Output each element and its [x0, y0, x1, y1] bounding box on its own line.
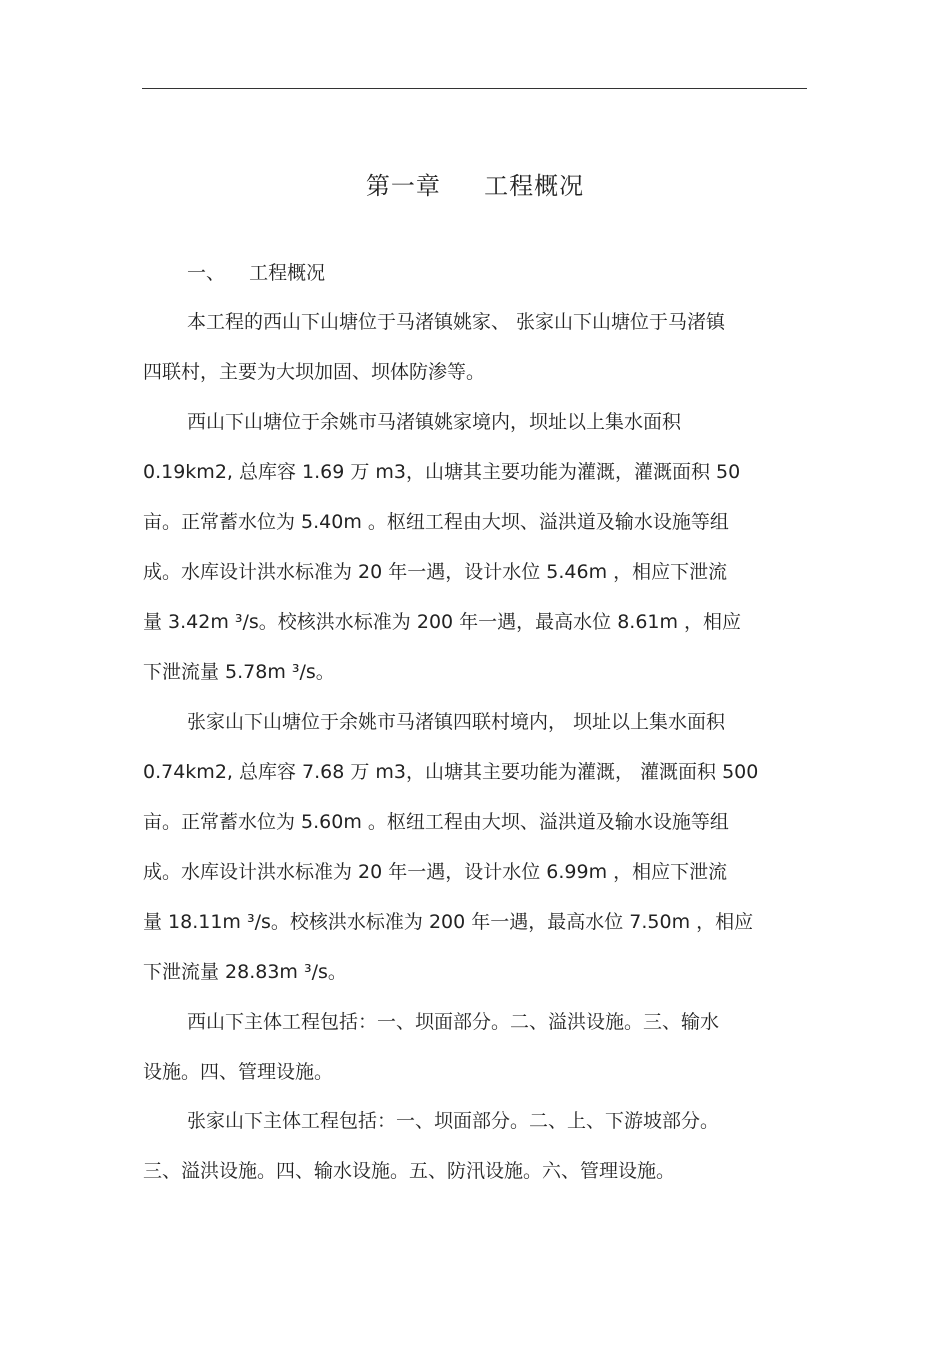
paragraph-line: 设施。四、管理设施。: [143, 1061, 334, 1083]
header-rule: [142, 88, 807, 89]
paragraph-line: 本工程的西山下山塘位于马渚镇姚家、 张家山下山塘位于马渚镇: [187, 311, 726, 333]
paragraph-line: 下泄流量 28.83m ³/s。: [143, 961, 347, 983]
paragraph-line: 西山下山塘位于余姚市马渚镇姚家境内，坝址以上集水面积: [187, 411, 682, 433]
paragraph-line: 0.74km2, 总库容 7.68 万 m3，山塘其主要功能为灌溉， 灌溉面积 500: [143, 761, 759, 783]
paragraph-line: 张家山下主体工程包括：一、坝面部分。二、上、下游坡部分。: [187, 1110, 720, 1132]
paragraph-line: 量 18.11m ³/s。校核洪水标准为 200 年一遇，最高水位 7.50m ，相应: [143, 911, 754, 933]
paragraph-line: 亩。正常蓄水位为 5.40m 。枢纽工程由大坝、溢洪道及输水设施等组: [143, 511, 729, 533]
paragraph-line: 下泄流量 5.78m ³/s。: [143, 661, 335, 683]
section-heading: 一、 工程概况: [187, 262, 326, 284]
paragraph-line: 成。水库设计洪水标准为 20 年一遇，设计水位 5.46m ，相应下泄流: [143, 561, 728, 583]
paragraph-line: 张家山下山塘位于余姚市马渚镇四联村境内， 坝址以上集水面积: [187, 711, 726, 733]
paragraph-line: 成。水库设计洪水标准为 20 年一遇，设计水位 6.99m ，相应下泄流: [143, 861, 728, 883]
paragraph-line: 四联村，主要为大坝加固、坝体防渗等。: [143, 361, 486, 383]
paragraph-line: 三、溢洪设施。四、输水设施。五、防汛设施。六、管理设施。: [143, 1160, 676, 1182]
paragraph-line: 量 3.42m ³/s。校核洪水标准为 200 年一遇，最高水位 8.61m ，相应: [143, 611, 742, 633]
paragraph-line: 亩。正常蓄水位为 5.60m 。枢纽工程由大坝、溢洪道及输水设施等组: [143, 811, 729, 833]
paragraph-line: 0.19km2, 总库容 1.69 万 m3，山塘其主要功能为灌溉，灌溉面积 50: [143, 461, 741, 483]
paragraph-line: 西山下主体工程包括：一、坝面部分。二、溢洪设施。三、输水: [187, 1011, 720, 1033]
chapter-title: 第一章 工程概况: [365, 172, 585, 200]
